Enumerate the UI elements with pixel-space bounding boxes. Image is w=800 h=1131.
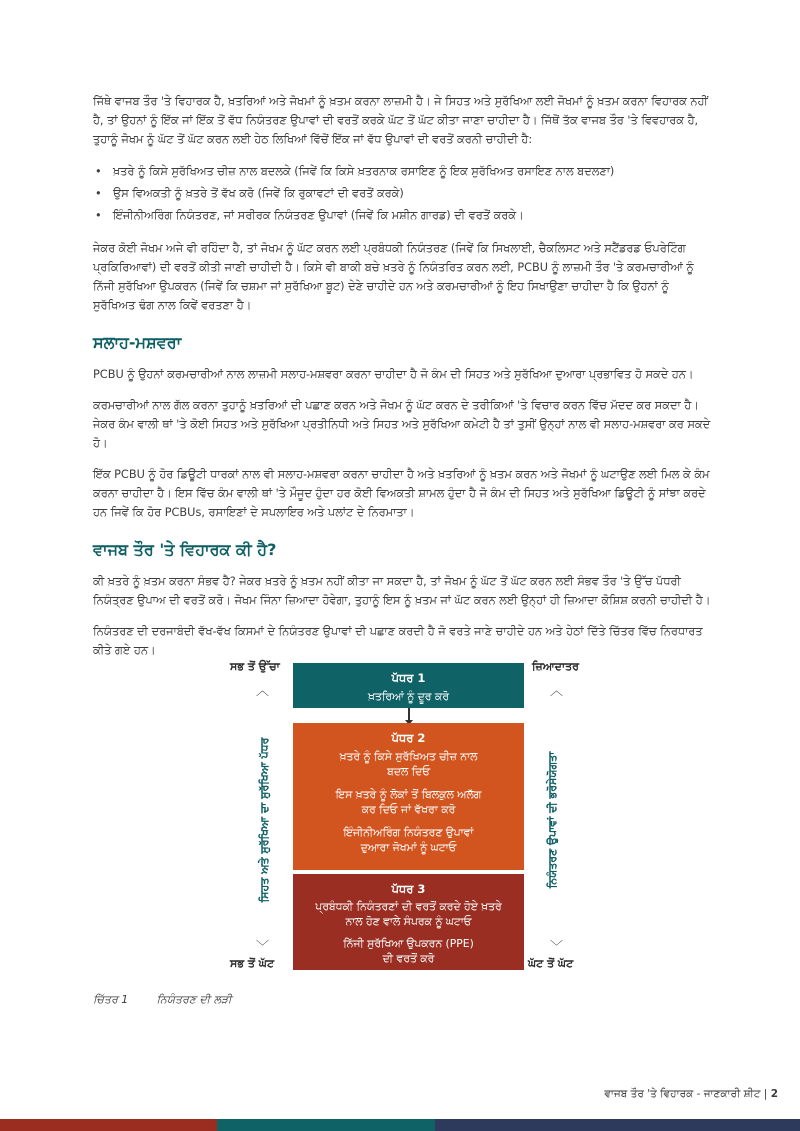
page-number: 2 xyxy=(770,1088,778,1100)
level-1-box xyxy=(293,663,524,708)
heading-reasonably-practicable: ਵਾਜਬ ਤੌਰ 'ਤੇ ਵਿਹਾਰਕ ਕੀ ਹੈ? xyxy=(93,540,277,559)
label-least: ਘੱਟ ਤੋਂ ਘੱਟ xyxy=(528,957,574,970)
list-item: • ਇੰਜੀਨੀਅਰਿੰਗ ਨਿਯੰਤਰਣ, ਜਾਂ ਸਰੀਰਕ ਨਿਯੰਤਰਣ ਉਪਾਵਾਂ (ਜਿਵੇਂ ਕਿ ਮਸ਼ੀਨ ਗਾਰਡ) ਦੀ ਵਰਤੋਂ ਕਰਕੇ। xyxy=(93,205,713,227)
chevron-down-icon: ﹀ xyxy=(550,940,564,955)
footer-separator: | xyxy=(763,1088,768,1100)
left-axis-label: ਸਿਹਤ ਅਤੇ ਸੁਰੱਖਿਆ ਦਾ ਸੁਰੱਖਿਆ ਪੱਧਰ xyxy=(258,737,271,903)
level-2-item: ਖ਼ਤਰੇ ਨੂੰ ਕਿਸੇ ਸੁਰੱਖਿਅਤ ਚੀਜ਼ ਨਾਲ ਬਦਲ ਦਿਓ xyxy=(339,750,478,778)
level-3-box xyxy=(293,874,524,970)
level-3-item: ਪ੍ਰਬੰਧਕੀ ਨਿਯੰਤਰਣਾਂ ਦੀ ਵਰਤੋਂ ਕਰਦੇ ਹੋਏ ਖ਼ਤਰੇ ਨਾਲ ਹੋਣ ਵਾਲੇ ਸੰਪਰਕ ਨੂੰ ਘਟਾਓ xyxy=(315,900,502,928)
right-axis-label: ਨਿਯੰਤਰਣ ਉਪਾਵਾਂ ਦੀ ਭਰੋਸੇਯੋਗਤਾ xyxy=(546,751,559,889)
caption-text: ਨਿਯੰਤਰਣ ਦੀ ਲੜੀ xyxy=(156,993,232,1006)
level-3-item: ਨਿੱਜੀ ਸੁਰੱਖਿਆ ਉਪਕਰਨ (PPE) ਦੀ ਵਰਤੋਂ ਕਰੋ xyxy=(343,937,474,965)
reasonable-paragraph-2: ਨਿਯੰਤਰਣ ਦੀ ਦਰਜਾਬੰਦੀ ਵੱਖ-ਵੱਖ ਕਿਸਮਾਂ ਦੇ ਨਿਯੰਤਰਣ ਉਪਾਵਾਂ ਦੀ ਪਛਾਣ ਕਰਦੀ ਹੈ ਜੋ ਵਰਤੇ ਜਾਣੇ ਚਾਹੀਦੇ ਹਨ ਅਤੇ ਹੇਠਾਂ ਦਿੱਤੇ ਚਿੱਤਰ ਵਿੱਚ ਨਿਰਧਾਰਤ ਕੀਤੇ ਗਏ ਹਨ। xyxy=(93,625,703,657)
level-1-title: ਪੱਧਰ 1 xyxy=(391,671,426,685)
level-2-box xyxy=(293,723,524,870)
list-item: • ਉਸ ਵਿਅਕਤੀ ਨੂੰ ਖ਼ਤਰੇ ਤੋਂ ਵੱਖ ਕਰੋ (ਜਿਵੇਂ ਕਿ ਰੁਕਾਵਟਾਂ ਦੀ ਵਰਤੋਂ ਕਰਕੇ) xyxy=(93,183,713,205)
level-1-line: ਖ਼ਤਰਿਆਂ ਨੂੰ ਦੂਰ ਕਰੋ xyxy=(368,690,449,703)
reasonable-paragraph-1: ਕੀ ਖ਼ਤਰੇ ਨੂੰ ਖ਼ਤਮ ਕਰਨਾ ਸੰਭਵ ਹੈ? ਜੇਕਰ ਖ਼ਤਰੇ ਨੂੰ ਖ਼ਤਮ ਨਹੀਂ ਕੀਤਾ ਜਾ ਸਕਦਾ ਹੈ, ਤਾਂ ਜੋਖਮ ਨੂੰ ਘੱਟ ਤੋਂ ਘੱਟ ਕਰਨ ਲਈ ਸੰਭਵ ਤੌਰ 'ਤੇ ਉੱਚ ਪੱਧਰੀ ਨਿਯੰਤ੍ਰਣ ਉਪਾਅ ਦੀ ਵਰਤੋਂ ਕਰੋ। ਜੋਖਮ ਜਿੰਨਾ ਜ਼ਿਆਦਾ ਹੋਵੇਗਾ, ਤੁਹਾਨੂੰ ਇਸ ਨੂੰ ਖ਼ਤਮ ਜਾਂ ਘੱਟ ਕਰਨ ਲਈ ਉਨ੍ਹਾਂ ਹੀ ਜ਼ਿਆਦਾ ਕੋਸ਼ਿਸ਼ ਕਰਨੀ ਚਾਹੀਦੀ ਹੈ। xyxy=(93,575,711,607)
control-bullet-list xyxy=(93,161,713,227)
stripe-segment-navy xyxy=(435,1119,800,1131)
level-2-item: ਇਸ ਖ਼ਤਰੇ ਨੂੰ ਲੋਕਾਂ ਤੋਂ ਬਿਲਕੁਲ ਅਲੱਗ ਕਰ ਦਿਓ ਜਾਂ ਵੱਖਰਾ ਕਰੋ xyxy=(335,788,482,816)
label-most: ਜ਼ਿਆਦਾਤਰ xyxy=(532,660,579,673)
consult-paragraph-1: PCBU ਨੂੰ ਉਹਨਾਂ ਕਰਮਚਾਰੀਆਂ ਨਾਲ ਲਾਜ਼ਮੀ ਸਲਾਹ-ਮਸ਼ਵਰਾ ਕਰਨਾ ਚਾਹੀਦਾ ਹੈ ਜੋ ਕੰਮ ਦੀ ਸਿਹਤ ਅਤੇ ਸੁਰੱਖਿਆ ਦੁਆਰਾ ਪ੍ਰਭਾਵਿਤ ਹੋ ਸਕਦੇ ਹਨ। xyxy=(93,368,694,381)
level-2-title: ਪੱਧਰ 2 xyxy=(391,731,426,745)
caption-label: ਚਿੱਤਰ 1 xyxy=(93,993,129,1006)
level-3-title: ਪੱਧਰ 3 xyxy=(391,882,426,896)
intro-paragraph: ਜਿੱਥੇ ਵਾਜਬ ਤੌਰ 'ਤੇ ਵਿਹਾਰਕ ਹੈ, ਖ਼ਤਰਿਆਂ ਅਤੇ ਜੋਖਮਾਂ ਨੂੰ ਖ਼ਤਮ ਕਰਨਾ ਲਾਜ਼ਮੀ ਹੈ। ਜੇ ਸਿਹਤ ਅਤੇ ਸੁਰੱਖਿਆ ਲਈ ਜੋਖਮਾਂ ਨੂੰ ਖ਼ਤਮ ਕਰਨਾ ਵਿਹਾਰਕ ਨਹੀਂ ਹੈ, ਤਾਂ ਉਹਨਾਂ ਨੂੰ ਇੱਕ ਜਾਂ ਇੱਕ ਤੋਂ ਵੱਧ ਨਿਯੰਤਰਣ ਉਪਾਵਾਂ ਦੀ ਵਰਤੋਂ ਕਰਕੇ ਘੱਟ ਤੋਂ ਘੱਟ ਕੀਤਾ ਜਾਣਾ ਚਾਹੀਦਾ ਹੈ। ਜਿੱਥੋਂ ਤੱਕ ਵਾਜਬ ਤੌਰ 'ਤੇ ਵਿਵਹਾਰਕ ਹੈ, ਤੁਹਾਨੂੰ ਜੋਖਮ ਨੂੰ ਘੱਟ ਤੋਂ ਘੱਟ ਕਰਨ ਲਈ ਹੇਠ ਲਿਖਿਆਂ ਵਿੱਚੋਂ ਇੱਕ ਜਾਂ ਵੱਧ ਉਪਾਵਾਂ ਦੀ ਵਰਤੋਂ ਕਰਨੀ ਚਾਹੀਦੀ ਹੈ: xyxy=(93,95,708,146)
label-highest: ਸਭ ਤੋਂ ਉੱਚਾ xyxy=(230,660,280,673)
chevron-down-icon: ﹀ xyxy=(256,940,270,955)
footer-color-stripe xyxy=(0,1119,800,1131)
stripe-segment-teal xyxy=(217,1119,435,1131)
hierarchy-of-control-diagram xyxy=(230,660,590,980)
page-footer xyxy=(604,1088,778,1101)
figure-caption xyxy=(93,993,232,1007)
chevron-up-icon: ︿ xyxy=(256,684,270,699)
arrow-down-icon xyxy=(408,708,410,721)
heading-consultation: ਸਲਾਹ-ਮਸ਼ਵਰਾ xyxy=(93,333,182,352)
consult-paragraph-3: ਇੱਕ PCBU ਨੂੰ ਹੋਰ ਡਿਊਟੀ ਧਾਰਕਾਂ ਨਾਲ ਵੀ ਸਲਾਹ-ਮਸ਼ਵਰਾ ਕਰਨਾ ਚਾਹੀਦਾ ਹੈ ਅਤੇ ਖ਼ਤਰਿਆਂ ਨੂੰ ਖ਼ਤਮ ਕਰਨ ਅਤੇ ਜੋਖਮਾਂ ਨੂੰ ਘਟਾਉਣ ਲਈ ਮਿਲ ਕੇ ਕੰਮ ਕਰਨਾ ਚਾਹੀਦਾ ਹੈ। ਇਸ ਵਿੱਚ ਕੰਮ ਵਾਲੀ ਥਾਂ 'ਤੇ ਮੌਜੂਦ ਹੁੰਦਾ ਹਰ ਕੋਈ ਵਿਅਕਤੀ ਸ਼ਾਮਲ ਹੁੰਦਾ ਹੈ ਜੋ ਕੰਮ ਦੀ ਸਿਹਤ ਅਤੇ ਸੁਰੱਖਿਆ ਡਿਊਟੀ ਨੂੰ ਸਾਂਝਾ ਕਰਦੇ ਹਨ ਜਿਵੇਂ ਕਿ ਹੋਰ PCBUs, ਰਸਾਇਣਾਂ ਦੇ ਸਪਲਾਇਰ ਅਤੇ ਪਲਾਂਟ ਦੇ ਨਿਰਮਾਤਾ। xyxy=(93,468,710,519)
footer-title: ਵਾਜਬ ਤੌਰ 'ਤੇ ਵਿਹਾਰਕ - ਜਾਣਕਾਰੀ ਸ਼ੀਟ xyxy=(604,1088,761,1100)
stripe-segment-red xyxy=(0,1119,217,1131)
list-item: • ਖ਼ਤਰੇ ਨੂੰ ਕਿਸੇ ਸੁਰੱਖਿਅਤ ਚੀਜ਼ ਨਾਲ ਬਦਲਕੇ (ਜਿਵੇਂ ਕਿ ਕਿਸੇ ਖ਼ਤਰਨਾਕ ਰਸਾਇਣ ਨੂੰ ਇਕ ਸੁਰੱਖਿਅਤ ਰਸਾਇਣ ਨਾਲ ਬਦਲਣਾ) xyxy=(93,161,713,183)
main-content xyxy=(93,92,713,672)
consult-paragraph-2: ਕਰਮਚਾਰੀਆਂ ਨਾਲ ਗੱਲ ਕਰਨਾ ਤੁਹਾਨੂੰ ਖ਼ਤਰਿਆਂ ਦੀ ਪਛਾਣ ਕਰਨ ਅਤੇ ਜੋਖਮ ਨੂੰ ਘੱਟ ਕਰਨ ਦੇ ਤਰੀਕਿਆਂ 'ਤੇ ਵਿਚਾਰ ਕਰਨ ਵਿੱਚ ਮੱਦਦ ਕਰ ਸਕਦਾ ਹੈ। ਜੇਕਰ ਕੰਮ ਵਾਲੀ ਥਾਂ 'ਤੇ ਕੋਈ ਸਿਹਤ ਅਤੇ ਸੁਰੱਖਿਆ ਪ੍ਰਤੀਨਿਧੀ ਅਤੇ ਸਿਹਤ ਅਤੇ ਸੁਰੱਖਿਆ ਕਮੇਟੀ ਹੈ ਤਾਂ ਤੁਸੀਂ ਉਨ੍ਹਾਂ ਨਾਲ ਵੀ ਸਲਾਹ-ਮਸ਼ਵਰਾ ਕਰ ਸਕਦੇ ਹੋ। xyxy=(93,399,711,450)
label-lowest: ਸਭ ਤੋਂ ਘੱਟ xyxy=(230,957,275,970)
level-2-item: ਇੰਜੀਨੀਅਰਿੰਗ ਨਿਯੰਤਰਣ ਉਪਾਵਾਂ ਦੁਆਰਾ ਜੋਖਮਾਂ ਨੂੰ ਘਟਾਓ xyxy=(343,826,474,854)
admin-controls-paragraph: ਜੇਕਰ ਕੋਈ ਜੋਖਮ ਅਜੇ ਵੀ ਰਹਿੰਦਾ ਹੈ, ਤਾਂ ਜੋਖਮ ਨੂੰ ਘੱਟ ਕਰਨ ਲਈ ਪ੍ਰਬੰਧਕੀ ਨਿਯੰਤਰਣ (ਜਿਵੇਂ ਕਿ ਸਿਖਲਾਈ, ਚੈਕਲਿਸਟ ਅਤੇ ਸਟੈਂਡਰਡ ਓਪਰੇਟਿੰਗ ਪ੍ਰਕਿਰਿਆਵਾਂ) ਦੀ ਵਰਤੋਂ ਕੀਤੀ ਜਾਣੀ ਚਾਹੀਦੀ ਹੈ। ਕਿਸੇ ਵੀ ਬਾਕੀ ਬਚੇ ਖ਼ਤਰੇ ਨੂੰ ਨਿਯੰਤਰਿਤ ਕਰਨ ਲਈ, PCBU ਨੂੰ ਲਾਜ਼ਮੀ ਤੌਰ 'ਤੇ ਕਰਮਚਾਰੀਆਂ ਨੂੰ ਨਿੱਜੀ ਸੁਰੱਖਿਆ ਉਪਕਰਨ (ਜਿਵੇਂ ਕਿ ਚਸ਼ਮਾ ਜਾਂ ਸੁਰੱਖਿਆ ਬੂਟ) ਦੇਣੇ ਚਾਹੀਦੇ ਹਨ ਅਤੇ ਕਰਮਚਾਰੀਆਂ ਨੂੰ ਇਹ ਸਿਖਾਉਣਾ ਚਾਹੀਦਾ ਹੈ ਕਿ ਉਹਨਾਂ ਨੂੰ ਸੁਰੱਖਿਅਤ ਢੰਗ ਨਾਲ ਕਿਵੇਂ ਵਰਤਣਾ ਹੈ। xyxy=(93,242,694,312)
chevron-up-icon: ︿ xyxy=(550,684,564,699)
